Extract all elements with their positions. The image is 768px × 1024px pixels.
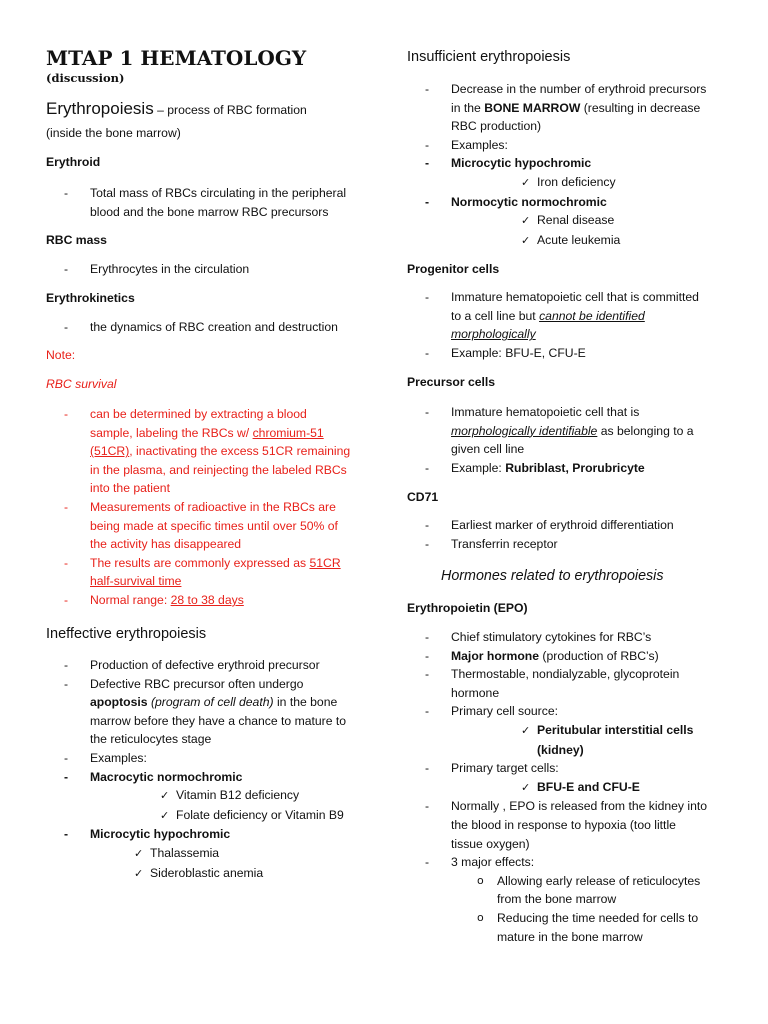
sub-item: ✓ Renal disease [407, 211, 729, 231]
sub-item: ✓ Folate deficiency or Vitamin B9 [46, 806, 368, 826]
list-item: - Microcytic hypochromic [46, 825, 368, 844]
progenitor-list [407, 288, 729, 362]
check-icon: ✓ [521, 214, 531, 228]
check-icon: ✓ [134, 846, 144, 860]
rbc-mass-list [46, 260, 368, 279]
epo-label: Erythropoietin (EPO) [407, 601, 528, 615]
list-item: - Defective RBC precursor often undergo apoptosis (program of cell death) in the bone marrow before they have a chance to mature to the reticulocytes stage [46, 675, 368, 749]
erythrokinetics-list [46, 318, 368, 337]
list-item: - Immature hematopoietic cell that is committed to a cell line but cannot be identified morphologically [407, 288, 729, 344]
erythropoiesis-def: – process of RBC formation [153, 103, 307, 117]
circle-bullet-icon: o [477, 910, 484, 924]
list-item: - the dynamics of RBC creation and destruction [46, 318, 368, 337]
sub-item: ✓ BFU-E and CFU-E [407, 778, 729, 798]
check-icon: ✓ [521, 780, 531, 794]
list-item: - Chief stimulatory cytokines for RBC’s [407, 628, 729, 647]
sub-item: ✓ Thalassemia [46, 844, 368, 864]
sub-item: ✓ Vitamin B12 deficiency [46, 786, 368, 806]
check-icon: ✓ [134, 866, 144, 880]
list-item: - Erythrocytes in the circulation [46, 260, 368, 279]
sub-item: ✓ Iron deficiency [407, 173, 729, 193]
erythrokinetics-label: Erythrokinetics [46, 291, 135, 305]
erythropoiesis-definition [46, 100, 307, 120]
list-item: - can be determined by extracting a blood sample, labeling the RBCs w/ chromium-51 (51CR), inactivating the excess 51CR remaining in the plasma, and reinjecting the labeled RBCs into the patient [46, 405, 368, 498]
list-item: - Earliest marker of erythroid differentiation [407, 516, 729, 535]
list-item: - Normally , EPO is released from the kidney into the blood in response to hypoxia (too little tissue oxygen) [407, 797, 729, 853]
list-item: - Measurements of radioactive in the RBCs are being made at specific times until over 50% of the activity has disappeared [46, 498, 368, 554]
hormones-heading: Hormones related to erythropoiesis [441, 568, 664, 584]
erythropoiesis-def-cont: (inside the bone marrow) [46, 126, 181, 140]
list-item: - Primary cell source: [407, 702, 729, 721]
cd71-list [407, 516, 729, 553]
precursor-list [407, 403, 729, 477]
check-icon: ✓ [160, 789, 170, 803]
list-item: - Microcytic hypochromic [407, 154, 729, 173]
sub-sub-item: o Reducing the time needed for cells to mature in the bone marrow [477, 910, 699, 944]
sub-item: ✓ Acute leukemia [407, 231, 729, 251]
erythroid-label: Erythroid [46, 155, 101, 169]
check-icon: ✓ [160, 808, 170, 822]
list-item: - Example: BFU-E, CFU-E [407, 344, 729, 363]
ineffective-heading: Ineffective erythropoiesis [46, 626, 207, 642]
erythropoiesis-term: Erythropoiesis [46, 99, 154, 118]
list-item: - 3 major effects: [407, 853, 729, 872]
circle-bullet-icon: o [477, 873, 484, 887]
document-subtitle: (discussion) [46, 71, 125, 85]
list-item: - Primary target cells: [407, 759, 729, 778]
epo-list [407, 628, 729, 946]
rbc-survival-list [46, 405, 368, 610]
list-item: - The results are commonly expressed as 51CR half-survival time [46, 554, 368, 591]
sub-item: ✓ Peritubular interstitial cells (kidney) [521, 722, 694, 757]
rbc-survival-label: RBC survival [46, 377, 117, 391]
progenitor-label: Progenitor cells [407, 262, 500, 276]
note-label: Note: [46, 348, 76, 362]
list-item: - Total mass of RBCs circulating in the peripheral blood and the bone marrow RBC precursors [46, 184, 368, 221]
insufficient-heading: Insufficient erythropoiesis [407, 49, 571, 65]
sub-sub-item: o Allowing early release of reticulocytes from the bone marrow [477, 873, 701, 907]
list-item: - Major hormone (production of RBC’s) [407, 647, 729, 666]
list-item: - Normal range: 28 to 38 days [46, 591, 368, 610]
list-item: - Immature hematopoietic cell that is morphologically identifiable as belonging to a given cell line [407, 403, 729, 459]
list-item: - Examples: [46, 749, 368, 768]
check-icon: ✓ [521, 175, 531, 189]
list-item: - Transferrin receptor [407, 535, 729, 554]
check-icon: ✓ [521, 723, 531, 737]
list-item: - Thermostable, nondialyzable, glycoprotein hormone [407, 665, 729, 702]
cd71-label: CD71 [407, 490, 439, 504]
ineffective-list [46, 656, 368, 883]
list-item: - Normocytic normochromic [407, 193, 729, 212]
list-item: - Example: Rubriblast, Prorubricyte [407, 459, 729, 478]
erythroid-list [46, 184, 368, 221]
sub-item: ✓ Sideroblastic anemia [46, 864, 368, 884]
precursor-label: Precursor cells [407, 375, 496, 389]
list-item: - Decrease in the number of erythroid precursors in the BONE MARROW (resulting in decrease RBC production) [407, 80, 729, 136]
list-item: - Production of defective erythroid precursor [46, 656, 368, 675]
list-item: - Examples: [407, 136, 729, 155]
list-item: - Macrocytic normochromic [46, 768, 368, 787]
document-title: MTAP 1 HEMATOLOGY [46, 46, 307, 70]
insufficient-list [407, 80, 729, 250]
rbc-mass-label: RBC mass [46, 233, 107, 247]
check-icon: ✓ [521, 233, 531, 247]
